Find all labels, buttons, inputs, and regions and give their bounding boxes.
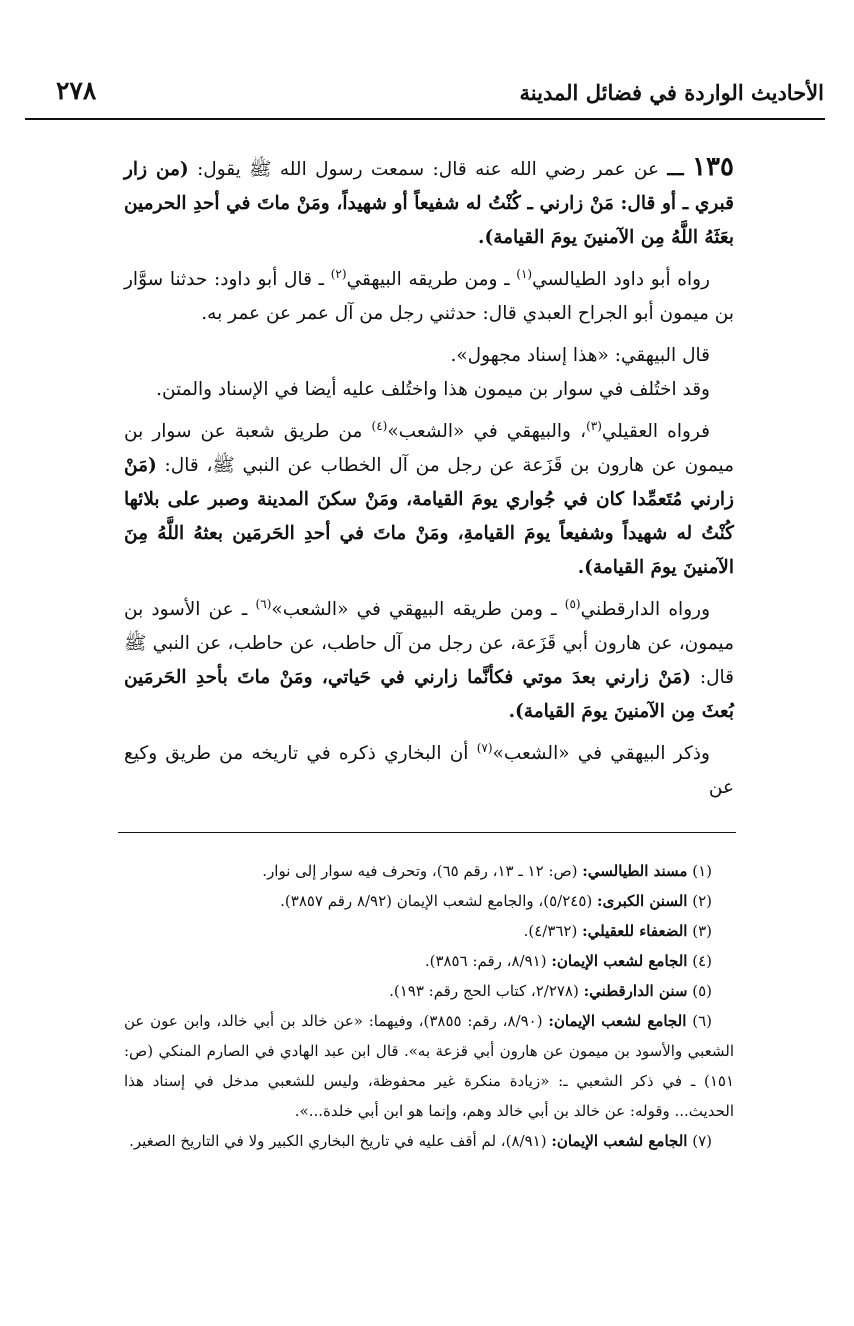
footnote-ref-5[interactable]: (٥) xyxy=(564,596,581,611)
footnote-divider xyxy=(118,832,736,833)
footnote-5-label: سنن الدارقطني: xyxy=(583,982,688,1000)
para5-text-b: ـ ومن طريقه البيهقي في «الشعب» xyxy=(271,599,557,620)
footnote-1-num: (١) xyxy=(692,862,712,880)
footnote-5-text: (٢/٢٧٨، كتاب الحج رقم: ١٩٣). xyxy=(389,982,579,1000)
page-number: ٢٧٨ xyxy=(56,76,97,105)
footnote-1-text: (ص: ١٢ ـ ١٣، رقم ٦٥)، وتحرف فيه سوار إلى نوار. xyxy=(262,862,578,880)
narration-paragraph-4 xyxy=(124,415,734,585)
narration-paragraph-1 xyxy=(124,263,734,331)
footnote-1-label: مسند الطيالسي: xyxy=(582,862,688,880)
para6-text-a: وذكر البيهقي في «الشعب» xyxy=(492,743,710,764)
hadith-text: (من زار قبري ـ أو قال: مَنْ زارني ـ كُنْتُ له شفيعاً أو شهيداً، ومَنْ ماتَ في أحدِ الحرمين بعَثَهُ اللَّهُ مِن الآمنينَ يومَ القيامة). xyxy=(124,159,734,248)
narration-paragraph-2: قال البيهقي: «هذا إسناد مجهول». xyxy=(450,345,710,366)
footnote-1 xyxy=(124,856,734,886)
footnote-ref-3[interactable]: (٣) xyxy=(586,418,602,433)
footnote-3-num: (٣) xyxy=(692,922,712,940)
footnote-5-num: (٥) xyxy=(692,982,712,1000)
footnote-2 xyxy=(124,886,734,916)
footnote-3-text: (٤/٣٦٢). xyxy=(523,922,578,940)
footnote-6-text: (٨/٩٠، رقم: ٣٨٥٥)، وفيهما: «عن خالد بن أبي خالد، وابن عون عن الشعبي والأسود بن ميمون عن هارون أبي قزعة به». قال ابن عبد الهادي في الصارم المنكي (ص: ١٥١) ـ في ذكر الشعبي ـ: «زيادة منكرة غير محفوظة، وليس للشعبي مدخل في إسناد هذا الحديث... وقوله: عن خالد بن أبي خالد وهم، وإنما هو ابن أبي خلدة...». xyxy=(124,1012,734,1120)
main-text xyxy=(124,150,734,813)
footnote-3 xyxy=(124,916,734,946)
footnote-ref-1[interactable]: (١) xyxy=(516,266,533,281)
footnote-7-label: الجامع لشعب الإيمان: xyxy=(551,1132,688,1150)
para4-text-a: فرواه العقيلي xyxy=(601,421,710,442)
narration-paragraph-6 xyxy=(124,737,734,805)
para1-text-a: رواه أبو داود الطيالسي xyxy=(532,269,710,290)
footnote-ref-7[interactable]: (٧) xyxy=(476,740,493,755)
header-divider xyxy=(25,118,825,120)
para4-hadith-text: (مَنْ زارني مُتَعمِّدا كان في جُواري يومَ القيامة، ومَنْ سكنَ المدينة وصبر على بلائها كُنْتُ له شهيداً وشفيعاً يومَ القيامةِ، ومَنْ ماتَ في أحدِ الحَرمَين بعثهُ اللَّهُ مِنَ الآمنينَ يومَ القيامة). xyxy=(124,455,734,578)
footnote-4-num: (٤) xyxy=(692,952,712,970)
narration-paragraph-5 xyxy=(124,593,734,729)
hadith-number: ١٣٥ xyxy=(692,152,734,182)
footnote-3-label: الضعفاء للعقيلي: xyxy=(582,922,688,940)
footnote-ref-6[interactable]: (٦) xyxy=(255,596,272,611)
footnote-4 xyxy=(124,946,734,976)
footnote-6-num: (٦) xyxy=(692,1012,712,1030)
para5-hadith-text: (مَنْ زارني بعدَ موتي فكأنَّما زارني في حَياتي، ومَنْ ماتَ بأحدِ الحَرمَين بُعثَ مِن الآمنينَ يومَ القيامة). xyxy=(124,667,734,722)
footnote-4-label: الجامع لشعب الإيمان: xyxy=(551,952,688,970)
para5-text-c: ـ عن الأسود بن ميمون، عن هارون أبي قَزَعة، عن رجل من آل حاطب، عن حاطب، عن النبي ﷺ قال: xyxy=(124,599,734,688)
para4-text-c: من طريق شعبة عن سوار بن ميمون عن هارون بن قَزَعة عن رجل من آل الخطاب عن النبي ﷺ، قال: xyxy=(124,421,735,476)
footnote-2-label: السنن الكبرى: xyxy=(597,892,688,910)
hadith-dash: ـــ xyxy=(667,159,684,180)
para1-text-b: ـ ومن طريقه البيهقي xyxy=(346,269,510,290)
footnote-6 xyxy=(124,1006,734,1126)
para6-text-b: أن البخاري ذكره في تاريخه من طريق وكيع عن xyxy=(124,743,734,798)
footnote-ref-2[interactable]: (٢) xyxy=(330,266,347,281)
footnote-7-text: (٨/٩١)، لم أقف عليه في تاريخ البخاري الكبير ولا في التاريخ الصغير. xyxy=(129,1132,547,1150)
para5-text-a: ورواه الدارقطني xyxy=(580,599,711,620)
footnote-5 xyxy=(124,976,734,1006)
hadith-paragraph xyxy=(124,150,734,255)
footnotes xyxy=(124,856,734,1156)
running-title: الأحاديث الواردة في فضائل المدينة xyxy=(519,80,824,105)
footnote-4-text: (٨/٩١، رقم: ٣٨٥٦). xyxy=(424,952,547,970)
footnote-7-num: (٧) xyxy=(692,1132,712,1150)
page-header xyxy=(0,76,854,120)
footnote-2-text: (٥/٢٤٥)، والجامع لشعب الإيمان (٨/٩٢ رقم ٣٨٥٧). xyxy=(280,892,593,910)
para1-text-c: ـ قال أبو داود: حدثنا سوَّار بن ميمون أبو الجراح العبدي قال: حدثني رجل من آل عمر عن عمر به. xyxy=(124,269,734,324)
para4-text-b: ، والبيهقي في «الشعب» xyxy=(387,421,587,442)
narration-paragraph-3: وقد اختُلف في سوار بن ميمون هذا واختُلف عليه أيضا في الإسناد والمتن. xyxy=(156,379,710,400)
footnote-7 xyxy=(124,1126,734,1156)
footnote-2-num: (٢) xyxy=(692,892,712,910)
footnote-ref-4[interactable]: (٤) xyxy=(371,418,388,433)
hadith-intro: عن عمر رضي الله عنه قال: سمعت رسول الله ﷺ يقول: xyxy=(197,159,660,180)
footnote-6-label: الجامع لشعب الإيمان: xyxy=(548,1012,687,1030)
